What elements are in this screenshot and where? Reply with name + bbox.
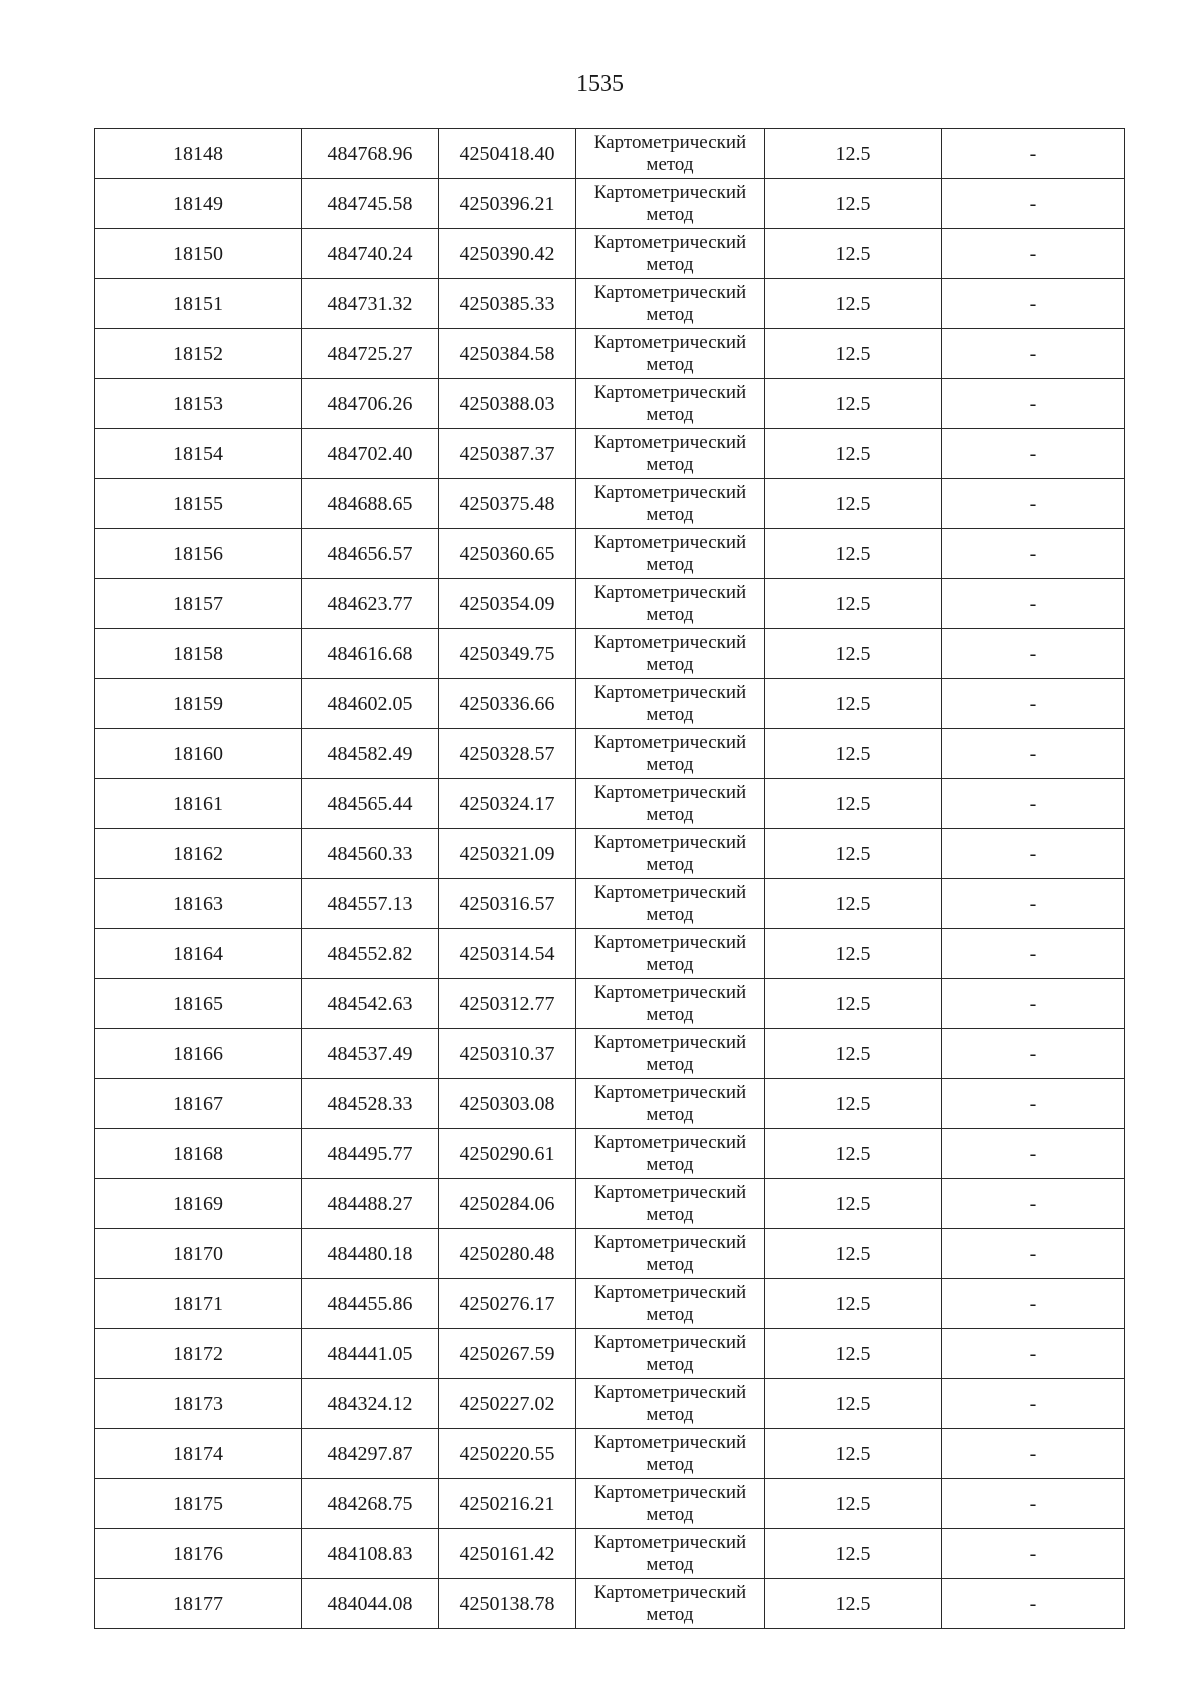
method-line-1: Картометрический [593,281,747,303]
y-coordinate-cell: 4250312.77 [439,979,576,1029]
y-coordinate-cell: 4250390.42 [439,229,576,279]
method-cell [576,1379,765,1429]
method-cell [576,129,765,179]
x-coordinate-cell: 484768.96 [302,129,439,179]
method-cell [576,979,765,1029]
point-number-cell: 18154 [95,429,302,479]
method-line-2: метод [646,1203,694,1225]
y-coordinate-cell: 4250349.75 [439,629,576,679]
method-line-1: Картометрический [593,831,747,853]
method-cell [576,629,765,679]
page-number: 1535 [576,71,624,97]
table-row [95,1579,1125,1629]
point-number-cell: 18162 [95,829,302,879]
method-line-2: метод [646,653,694,675]
x-coordinate-cell: 484108.83 [302,1529,439,1579]
table-row [95,1029,1125,1079]
x-coordinate-cell: 484740.24 [302,229,439,279]
accuracy-cell: 12.5 [765,1129,942,1179]
x-coordinate-cell: 484616.68 [302,629,439,679]
point-number-cell: 18165 [95,979,302,1029]
method-line-2: метод [646,1603,694,1625]
point-number-cell: 18173 [95,1379,302,1429]
method-cell [576,379,765,429]
method-line-1: Картометрический [593,931,747,953]
accuracy-cell: 12.5 [765,479,942,529]
accuracy-cell: 12.5 [765,929,942,979]
x-coordinate-cell: 484582.49 [302,729,439,779]
y-coordinate-cell: 4250310.37 [439,1029,576,1079]
accuracy-cell: 12.5 [765,629,942,679]
point-number-cell: 18168 [95,1129,302,1179]
method-line-2: метод [646,1003,694,1025]
table-row [95,229,1125,279]
y-coordinate-cell: 4250321.09 [439,829,576,879]
method-line-1: Картометрический [593,131,747,153]
method-line-2: метод [646,1453,694,1475]
accuracy-cell: 12.5 [765,1029,942,1079]
method-line-2: метод [646,953,694,975]
x-coordinate-cell: 484441.05 [302,1329,439,1379]
note-cell: - [942,579,1125,629]
method-line-1: Картометрический [593,981,747,1003]
accuracy-cell: 12.5 [765,1079,942,1129]
method-line-1: Картометрический [593,331,747,353]
method-line-2: метод [646,603,694,625]
accuracy-cell: 12.5 [765,429,942,479]
table-row [95,279,1125,329]
point-number-cell: 18149 [95,179,302,229]
method-line-2: метод [646,803,694,825]
method-line-1: Картометрический [593,431,747,453]
method-cell [576,429,765,479]
method-line-1: Картометрический [593,631,747,653]
point-number-cell: 18174 [95,1429,302,1479]
method-line-1: Картометрический [593,231,747,253]
method-line-2: метод [646,453,694,475]
method-cell [576,229,765,279]
method-line-1: Картометрический [593,1581,747,1603]
method-cell [576,829,765,879]
table-body [95,129,1125,1629]
y-coordinate-cell: 4250385.33 [439,279,576,329]
method-cell [576,1029,765,1079]
method-line-1: Картометрический [593,1331,747,1353]
x-coordinate-cell: 484557.13 [302,879,439,929]
note-cell: - [942,529,1125,579]
note-cell: - [942,829,1125,879]
y-coordinate-cell: 4250314.54 [439,929,576,979]
y-coordinate-cell: 4250290.61 [439,1129,576,1179]
method-cell [576,879,765,929]
point-number-cell: 18166 [95,1029,302,1079]
table-row [95,1079,1125,1129]
accuracy-cell: 12.5 [765,829,942,879]
note-cell: - [942,1529,1125,1579]
point-number-cell: 18155 [95,479,302,529]
accuracy-cell: 12.5 [765,1479,942,1529]
point-number-cell: 18152 [95,329,302,379]
point-number-cell: 18176 [95,1529,302,1579]
table-row [95,429,1125,479]
accuracy-cell: 12.5 [765,1379,942,1429]
table-row [95,1379,1125,1429]
table-row [95,829,1125,879]
method-line-1: Картометрический [593,1531,747,1553]
table-row [95,1179,1125,1229]
note-cell: - [942,129,1125,179]
method-cell [576,1429,765,1479]
note-cell: - [942,429,1125,479]
method-line-1: Картометрический [593,881,747,903]
y-coordinate-cell: 4250387.37 [439,429,576,479]
method-line-2: метод [646,153,694,175]
y-coordinate-cell: 4250138.78 [439,1579,576,1629]
note-cell: - [942,729,1125,779]
method-line-1: Картометрический [593,1131,747,1153]
point-number-cell: 18169 [95,1179,302,1229]
method-line-1: Картометрический [593,1381,747,1403]
y-coordinate-cell: 4250227.02 [439,1379,576,1429]
y-coordinate-cell: 4250418.40 [439,129,576,179]
point-number-cell: 18170 [95,1229,302,1279]
accuracy-cell: 12.5 [765,1529,942,1579]
accuracy-cell: 12.5 [765,1579,942,1629]
method-line-1: Картометрический [593,581,747,603]
point-number-cell: 18156 [95,529,302,579]
x-coordinate-cell: 484044.08 [302,1579,439,1629]
method-line-2: метод [646,1353,694,1375]
method-line-1: Картометрический [593,1231,747,1253]
point-number-cell: 18171 [95,1279,302,1329]
y-coordinate-cell: 4250360.65 [439,529,576,579]
table-row [95,129,1125,179]
note-cell: - [942,629,1125,679]
y-coordinate-cell: 4250324.17 [439,779,576,829]
method-line-2: метод [646,1253,694,1275]
method-line-1: Картометрический [593,1431,747,1453]
accuracy-cell: 12.5 [765,229,942,279]
x-coordinate-cell: 484560.33 [302,829,439,879]
method-line-2: метод [646,903,694,925]
point-number-cell: 18151 [95,279,302,329]
method-line-1: Картометрический [593,381,747,403]
y-coordinate-cell: 4250375.48 [439,479,576,529]
method-line-1: Картометрический [593,481,747,503]
y-coordinate-cell: 4250280.48 [439,1229,576,1279]
method-line-1: Картометрический [593,1181,747,1203]
x-coordinate-cell: 484623.77 [302,579,439,629]
method-line-2: метод [646,253,694,275]
y-coordinate-cell: 4250316.57 [439,879,576,929]
y-coordinate-cell: 4250388.03 [439,379,576,429]
x-coordinate-cell: 484565.44 [302,779,439,829]
note-cell: - [942,479,1125,529]
accuracy-cell: 12.5 [765,1229,942,1279]
table-row [95,979,1125,1029]
method-cell [576,1329,765,1379]
table-row [95,1329,1125,1379]
note-cell: - [942,779,1125,829]
accuracy-cell: 12.5 [765,379,942,429]
table-row [95,929,1125,979]
note-cell: - [942,1079,1125,1129]
note-cell: - [942,679,1125,729]
point-number-cell: 18153 [95,379,302,429]
accuracy-cell: 12.5 [765,979,942,1029]
x-coordinate-cell: 484480.18 [302,1229,439,1279]
method-cell [576,1129,765,1179]
method-line-2: метод [646,1303,694,1325]
method-cell [576,329,765,379]
table-row [95,529,1125,579]
note-cell: - [942,179,1125,229]
y-coordinate-cell: 4250267.59 [439,1329,576,1379]
method-line-2: метод [646,1053,694,1075]
table-row [95,1279,1125,1329]
method-line-2: метод [646,1553,694,1575]
method-line-1: Картометрический [593,1081,747,1103]
point-number-cell: 18150 [95,229,302,279]
table-row [95,379,1125,429]
point-number-cell: 18158 [95,629,302,679]
accuracy-cell: 12.5 [765,1279,942,1329]
x-coordinate-cell: 484455.86 [302,1279,439,1329]
method-line-2: метод [646,503,694,525]
accuracy-cell: 12.5 [765,129,942,179]
method-line-1: Картометрический [593,1281,747,1303]
point-number-cell: 18175 [95,1479,302,1529]
note-cell: - [942,1279,1125,1329]
y-coordinate-cell: 4250303.08 [439,1079,576,1129]
method-line-2: метод [646,703,694,725]
accuracy-cell: 12.5 [765,329,942,379]
method-cell [576,929,765,979]
x-coordinate-cell: 484656.57 [302,529,439,579]
table-row [95,679,1125,729]
table-row [95,779,1125,829]
note-cell: - [942,329,1125,379]
method-line-2: метод [646,303,694,325]
method-line-1: Картометрический [593,181,747,203]
note-cell: - [942,1579,1125,1629]
x-coordinate-cell: 484602.05 [302,679,439,729]
accuracy-cell: 12.5 [765,1329,942,1379]
x-coordinate-cell: 484706.26 [302,379,439,429]
x-coordinate-cell: 484745.58 [302,179,439,229]
method-line-2: метод [646,203,694,225]
x-coordinate-cell: 484552.82 [302,929,439,979]
method-line-1: Картометрический [593,1481,747,1503]
y-coordinate-cell: 4250284.06 [439,1179,576,1229]
note-cell: - [942,1129,1125,1179]
method-cell [576,1479,765,1529]
x-coordinate-cell: 484297.87 [302,1429,439,1479]
method-line-2: метод [646,553,694,575]
note-cell: - [942,1479,1125,1529]
method-cell [576,729,765,779]
point-number-cell: 18161 [95,779,302,829]
point-number-cell: 18159 [95,679,302,729]
method-cell [576,529,765,579]
table-row [95,629,1125,679]
accuracy-cell: 12.5 [765,579,942,629]
table-row [95,479,1125,529]
method-line-1: Картометрический [593,781,747,803]
method-line-2: метод [646,403,694,425]
method-line-2: метод [646,1153,694,1175]
table-row [95,579,1125,629]
method-cell [576,479,765,529]
note-cell: - [942,929,1125,979]
method-line-2: метод [646,1503,694,1525]
coordinates-table [94,128,1125,1629]
point-number-cell: 18167 [95,1079,302,1129]
note-cell: - [942,1029,1125,1079]
note-cell: - [942,979,1125,1029]
y-coordinate-cell: 4250216.21 [439,1479,576,1529]
table-row [95,1429,1125,1479]
point-number-cell: 18177 [95,1579,302,1629]
table-row [95,1229,1125,1279]
y-coordinate-cell: 4250161.42 [439,1529,576,1579]
method-line-1: Картометрический [593,731,747,753]
method-line-2: метод [646,1403,694,1425]
table-row [95,329,1125,379]
method-cell [576,779,765,829]
note-cell: - [942,229,1125,279]
method-line-1: Картометрический [593,1031,747,1053]
method-cell [576,679,765,729]
x-coordinate-cell: 484537.49 [302,1029,439,1079]
method-cell [576,579,765,629]
method-line-2: метод [646,1103,694,1125]
note-cell: - [942,879,1125,929]
x-coordinate-cell: 484731.32 [302,279,439,329]
note-cell: - [942,1229,1125,1279]
accuracy-cell: 12.5 [765,1429,942,1479]
point-number-cell: 18160 [95,729,302,779]
y-coordinate-cell: 4250276.17 [439,1279,576,1329]
x-coordinate-cell: 484268.75 [302,1479,439,1529]
x-coordinate-cell: 484528.33 [302,1079,439,1129]
note-cell: - [942,379,1125,429]
method-line-2: метод [646,753,694,775]
accuracy-cell: 12.5 [765,529,942,579]
note-cell: - [942,1379,1125,1429]
point-number-cell: 18172 [95,1329,302,1379]
x-coordinate-cell: 484702.40 [302,429,439,479]
method-line-2: метод [646,353,694,375]
table-row [95,1129,1125,1179]
point-number-cell: 18148 [95,129,302,179]
point-number-cell: 18163 [95,879,302,929]
y-coordinate-cell: 4250336.66 [439,679,576,729]
point-number-cell: 18157 [95,579,302,629]
x-coordinate-cell: 484542.63 [302,979,439,1029]
y-coordinate-cell: 4250220.55 [439,1429,576,1479]
note-cell: - [942,1179,1125,1229]
y-coordinate-cell: 4250384.58 [439,329,576,379]
x-coordinate-cell: 484488.27 [302,1179,439,1229]
accuracy-cell: 12.5 [765,779,942,829]
x-coordinate-cell: 484495.77 [302,1129,439,1179]
x-coordinate-cell: 484324.12 [302,1379,439,1429]
accuracy-cell: 12.5 [765,879,942,929]
method-cell [576,1229,765,1279]
accuracy-cell: 12.5 [765,1179,942,1229]
table-row [95,1479,1125,1529]
x-coordinate-cell: 484725.27 [302,329,439,379]
table-row [95,179,1125,229]
note-cell: - [942,279,1125,329]
method-cell [576,1179,765,1229]
method-line-1: Картометрический [593,681,747,703]
accuracy-cell: 12.5 [765,179,942,229]
point-number-cell: 18164 [95,929,302,979]
note-cell: - [942,1429,1125,1479]
table-row [95,729,1125,779]
y-coordinate-cell: 4250328.57 [439,729,576,779]
method-cell [576,179,765,229]
accuracy-cell: 12.5 [765,679,942,729]
x-coordinate-cell: 484688.65 [302,479,439,529]
method-line-2: метод [646,853,694,875]
table-row [95,1529,1125,1579]
method-cell [576,1529,765,1579]
table-row [95,879,1125,929]
accuracy-cell: 12.5 [765,279,942,329]
method-cell [576,1579,765,1629]
method-cell [576,1079,765,1129]
method-cell [576,1279,765,1329]
y-coordinate-cell: 4250396.21 [439,179,576,229]
method-cell [576,279,765,329]
y-coordinate-cell: 4250354.09 [439,579,576,629]
note-cell: - [942,1329,1125,1379]
method-line-1: Картометрический [593,531,747,553]
accuracy-cell: 12.5 [765,729,942,779]
